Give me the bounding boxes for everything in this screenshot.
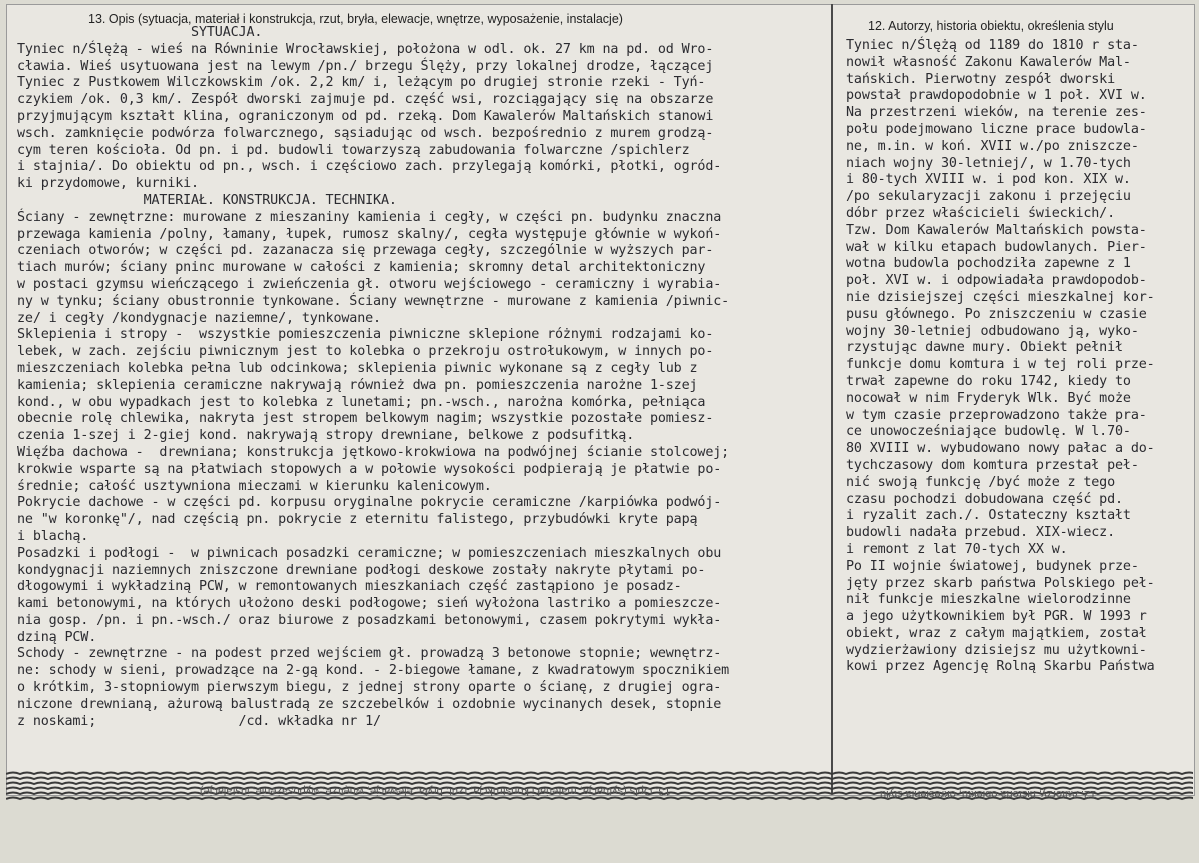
description-line: średnie; całość usztywniona mieczami w kierunku kalenicowym. — [17, 478, 492, 494]
history-line: i 80-tych XVIII w. i pod kon. XIX w. — [846, 172, 1131, 188]
history-line: pusu głównego. Po zniszczeniu w czasie — [846, 306, 1147, 322]
description-line: kondygnacji naziemnych zniszczone drewniane podłogi deskowe zostały nakryte płytami po- — [17, 562, 706, 578]
description-line: Tyniec z Pustkowem Wilczkowskim /ok. 2,2 km/ i, leżącym po drugiej stronie rzeki - Tyń- — [17, 75, 706, 91]
history-line: tychczasowy dom komtura przestał peł- — [846, 457, 1139, 473]
history-line: nowił własność Zakonu Kawalerów Mal- — [846, 54, 1131, 70]
history-line: /po sekularyzacji zakonu i przejęciu — [846, 189, 1131, 205]
wave-line — [6, 778, 1193, 780]
description-line: Sklepienia i stropy - wszystkie pomieszczenia piwniczne sklepione różnymi rodzajami ko- — [17, 327, 714, 343]
history-line: 80 XVIII w. wybudowano nowy pałac a do- — [846, 441, 1155, 457]
history-line: Po II wojnie światowej, budynek prze- — [846, 558, 1139, 574]
history-line: funkcje domu komtura i w tej roli prze- — [846, 357, 1155, 373]
column-divider — [831, 4, 833, 794]
history-line: nił funkcje mieszkalne wielorodzinne — [846, 592, 1131, 608]
wave-line — [6, 773, 1193, 775]
history-line: dóbr przez właścicieli świeckich/. — [846, 205, 1116, 221]
description-line: czykiem /ok. 0,3 km/. Zespół dworski zajmuje pd. część wsi, rozciągający się na obszarze — [17, 92, 714, 108]
history-line: Tyniec n/Ślężą od 1189 do 1810 r sta- — [846, 38, 1139, 53]
description-line: nia gosp. /pn. i pn.-wsch./ oraz biurowe z posadzkami betonowymi, czasem pokrytymi wykła- — [17, 612, 722, 628]
history-line: ne, m.in. w koń. XVII w./po zniszcze- — [846, 138, 1139, 154]
history-line: wydzierżawiony dzisiejsz mu użytkowni- — [846, 642, 1147, 658]
history-line: połu podejmowano liczne prace budowla- — [846, 121, 1147, 137]
history-line: wojny 30-letniej odbudowano ją, wyko- — [846, 323, 1139, 339]
description-line: obecnie rolę chlewika, nakryta jest stropem belkowym nagim; wszystkie pozostałe pomiesz- — [17, 411, 714, 427]
description-line: o krótkim, 3-stopniowym pierwszym biegu, z jednej strony oparte o ścianę, z drugiej ogra- — [17, 680, 722, 696]
description-line: przewaga kamienia /polny, łamany, łupek, rumosz skalny/, cegła występuje głównie w wykoń- — [17, 226, 722, 242]
description-line: ki przydomowe, kurniki. — [17, 176, 199, 192]
history-line: i remont z lat 70-tych XX w. — [846, 541, 1068, 557]
history-line: i ryzalit zach./. Ostateczny kształt — [846, 508, 1131, 524]
history-line: a jego użytkownikiem był PGR. W 1993 r — [846, 609, 1147, 625]
description-line: czenia 1-szej i 2-giej kond. nakrywają stropy drewniane, belkowe z podsufitką. — [17, 428, 635, 444]
history-line: wał w kilku etapach budowlanych. Pier- — [846, 239, 1147, 255]
history-line: obiekt, wraz z całym majątkiem, został — [846, 625, 1147, 641]
history-line: jęty przez skarb państwa Polskiego peł- — [846, 575, 1155, 591]
description-line: cławia. Wieś usytuowana jest na lewym /pn./ brzegu Ślęży, przy lokalnej drodze, łączącej — [17, 58, 714, 74]
description-line: kamienia; sklepienia ceramiczne nakrywają również dwa pn. pomieszczenia narożne 1-szej — [17, 377, 698, 393]
description-line: kami betonowymi, na których ułożono deski podłogowe; sień wyłożona lastriko a pomieszcze- — [17, 596, 722, 612]
description-line: dziną PCW. — [17, 629, 97, 645]
description-line: wsch. zamknięcie podwórza folwarcznego, sąsiadując od wsch. bezpośrednio z murem grodzą- — [17, 125, 714, 141]
description-line: cym teren kościoła. Od pn. i pd. budowli towarzyszą zabudowania folwarczne /spichlerz — [17, 142, 690, 158]
description-line: SYTUACJA. — [17, 25, 263, 40]
history-line: rzystując dawne mury. Obiekt pełnił — [846, 340, 1123, 356]
description-line: czeniach otworów; w części pd. zazanacza się przewaga cegły, szczególnie w wyższych par- — [17, 243, 714, 259]
description-line: mieszczeniach kolebka pełna lub odcinkowa; sklepienia piwnic wykonane są z cegły lub z — [17, 360, 698, 376]
description-line: i blachą. — [17, 528, 89, 544]
description-line: i stajnia/. Do obiektu od pn., wsch. i częściowo zach. przylegają komórki, płotki, ogród- — [17, 159, 722, 175]
history-line: trwał zapewne do roku 1742, kiedy to — [846, 373, 1131, 389]
wave-line — [6, 783, 1193, 785]
history-line: czasu pochodzi dobudowana część pd. — [846, 491, 1123, 507]
description-line: z noskami; /cd. wkładka nr 1/ — [17, 713, 381, 729]
history-line: poł. XVI w. i odpowiadała prawdopodob- — [846, 273, 1147, 289]
mirrored-header-bleedthrough-right: 12. Autorzy, historia obiektu, określenia stylu — [880, 788, 1097, 800]
description-line: przyjmującym kształt klina, ograniczonym od pd. rzeką. Dom Kawalerów Maltańskich stanowi — [17, 108, 714, 124]
description-line: tiach murów; ściany pninc murowane w całości z kamienia; skromny detal architektoniczny — [17, 260, 706, 276]
history-section-header: 12. Autorzy, historia obiektu, określenia stylu — [868, 19, 1114, 33]
history-line: tańskich. Pierwotny zespół dworski — [846, 71, 1116, 87]
history-line: powstał prawdopodobnie w 1 poł. XVI w. — [846, 88, 1147, 104]
description-line: kond., w obu wypadkach jest to kolebka z lunetami; pn.-wsch., narożna komórka, pełniąca — [17, 394, 706, 410]
description-line: Ściany - zewnętrzne: murowane z mieszaniny kamienia i cegły, w części pn. budynku znaczna — [17, 209, 722, 225]
history-text-column — [846, 38, 1191, 676]
history-line: budowli nadała przebud. XIX-wiecz. — [846, 525, 1116, 541]
history-line: Tzw. Dom Kawalerów Maltańskich powsta- — [846, 222, 1147, 238]
description-line: ny w tynku; ściany obustronnie tynkowane. Ściany wewnętrzne - murowane z kamienia /piwnic- — [17, 293, 730, 309]
description-line: Posadzki i podłogi - w piwnicach posadzki ceramiczne; w pomieszczeniach mieszkalnych obu — [17, 545, 722, 561]
description-line: Tyniec n/Ślężą - wieś na Równinie Wrocławskiej, położona w odl. ok. 27 km na pd. od Wro- — [17, 41, 714, 57]
description-line: Więźba dachowa - drewniana; konstrukcja jętkowo-krokwiowa na podwójnej ścianie stolcowej; — [17, 444, 730, 460]
history-line: ce unowocześniające budowlę. W l.70- — [846, 424, 1131, 440]
history-line: nić swoją funkcję /być może z tego — [846, 474, 1116, 490]
description-line: Pokrycie dachowe - w części pd. korpusu oryginalne pokrycie ceramiczne /karpiówka podwój- — [17, 495, 722, 511]
history-line: Na przestrzeni wieków, na terenie zes- — [846, 105, 1147, 121]
history-line: w tym czasie przeprowadzono także pra- — [846, 407, 1147, 423]
description-line: w postaci gzymsu wieńczącego i zwieńczenia gł. otworu wejściowego - ceramiczny i wyrabia- — [17, 276, 722, 292]
description-line: ze/ i cegły /kondygnacje naziemne/, tynkowane. — [17, 310, 381, 326]
description-line: niczone drewnianą, ażurową balustradą ze szczebelków i ozdobnie wycinanych desek, stopnie — [17, 696, 722, 712]
description-line: krokwie wsparte są na płatwiach stopowych a w połowie wysokości podpierają je płatwie po- — [17, 461, 722, 477]
history-line: niach wojny 30-letniej/, w 1.70-tych — [846, 155, 1131, 171]
history-line: kowi przez Agencję Rolną Skarbu Państwa — [846, 659, 1155, 675]
history-line: nocował w nim Fryderyk Wlk. Być może — [846, 390, 1131, 406]
description-line: Schody - zewnętrzne - na podest przed wejściem gł. prowadzą 3 betonowe stopnie; wewnętrz- — [17, 646, 722, 662]
description-text-column — [17, 25, 825, 730]
history-line: wotna budowla pochodziła zapewne z 1 — [846, 256, 1131, 272]
description-section-header: 13. Opis (sytuacja, materiał i konstrukcja, rzut, bryła, elewacje, wnętrze, wyposażenie, instalacje) — [88, 12, 623, 26]
description-line: lebek, w zach. zejściu piwnicznym jest to kolebka o przekroju ostrołukowym, w innych po- — [17, 344, 714, 360]
description-line: ne "w koronkę"/, nad częścią pn. pokrycie z eternitu falistego, przybudówki kryte papą — [17, 512, 698, 528]
description-line: MATERIAŁ. KONSTRUKCJA. TECHNIKA. — [17, 192, 397, 208]
description-line: dłogowymi i wykładziną PCW, w remontowanych mieszkaniach część zastąpiono je posadz- — [17, 579, 682, 595]
mirrored-header-bleedthrough-left: 13. Opis (sytuacja, materiał i konstrukcja, rzut, bryła, elewacje, wnętrze, wyposażenie, instalacje) — [200, 785, 671, 797]
description-line: ne: schody w sieni, prowadzące na 2-gą kond. - 2-biegowe łamane, z kwadratowym spocznikiem — [17, 663, 730, 679]
history-line: nie dzisiejszej części mieszkalnej kor- — [846, 289, 1155, 305]
